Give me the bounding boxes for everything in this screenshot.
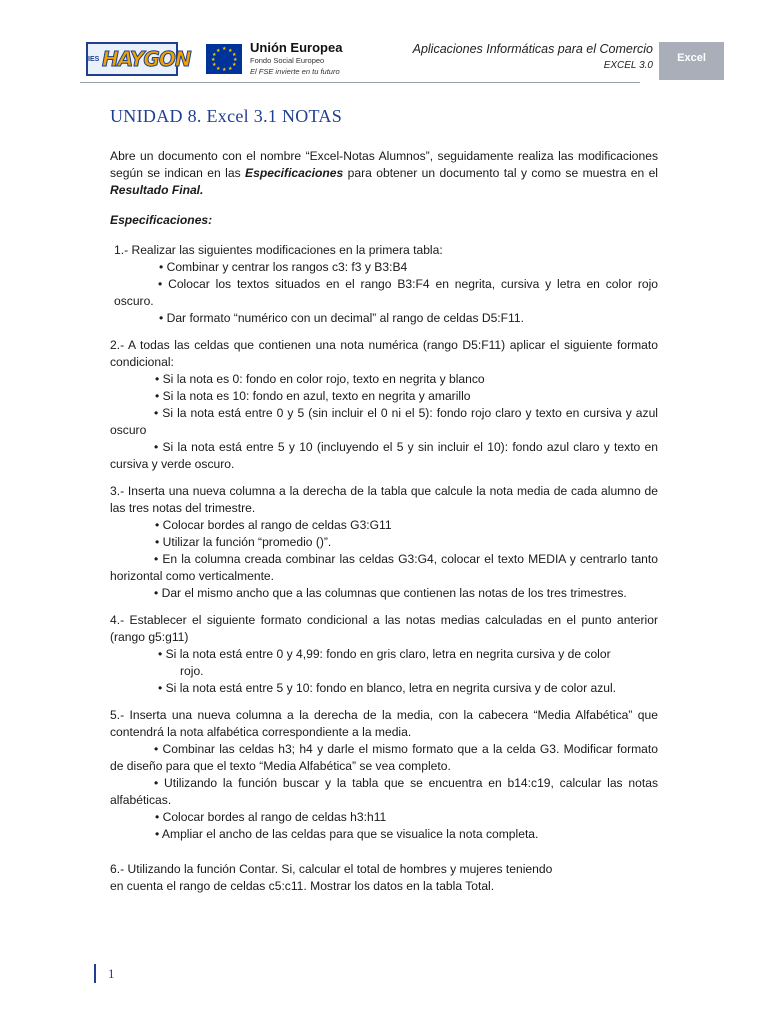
page-number: 1 — [94, 964, 115, 983]
list-item: • En la columna creada combinar las celdas G3:G4, colocar el texto MEDIA y centrarlo tanto horizontal como verticalmente. — [110, 552, 658, 583]
list-item: • Ampliar el ancho de las celdas para que se visualice la nota completa. — [155, 827, 539, 841]
intro-text-2: para obtener un documento tal y como se muestra en el — [343, 166, 658, 180]
logo-ies-text: IES — [88, 55, 100, 63]
section-5 — [110, 707, 658, 843]
eu-flag-icon: ★ ★ ★ ★ ★ ★ ★ ★ ★ ★ ★ ★ — [206, 44, 242, 74]
section-4 — [110, 612, 658, 697]
section-4-heading: 4.- Establecer el siguiente formato condicional a las notas medias calculadas en el punto anterior (rango g5:g11) — [110, 613, 658, 644]
list-item: • Si la nota está entre 0 y 5 (sin incluir el 0 ni el 5): fondo rojo claro y texto en cursiva y azul oscuro — [110, 406, 658, 437]
intro-emphasis-1: Especificaciones — [245, 166, 344, 180]
section-1-heading: 1.- Realizar las siguientes modificaciones en la primera tabla: — [114, 243, 443, 257]
list-item-continuation: rojo. — [180, 664, 204, 678]
list-item: • Si la nota está entre 0 y 4,99: fondo en gris claro, letra en negrita cursiva y de color — [158, 647, 611, 661]
header-divider — [80, 82, 640, 83]
intro-emphasis-2: Resultado Final. — [110, 183, 204, 197]
document-body — [110, 148, 658, 905]
section-2 — [110, 337, 658, 473]
list-item: • Combinar las celdas h3; h4 y darle el mismo formato que a la celda G3. Modificar formato de diseño para que el texto “Media Alfabética” se vea completo. — [110, 742, 658, 773]
section-6-line-1: 6.- Utilizando la función Contar. Si, calcular el total de hombres y mujeres teniendo — [110, 862, 553, 876]
list-item: • Si la nota está entre 5 y 10: fondo en blanco, letra en negrita cursiva y de color azul. — [158, 681, 617, 695]
intro-paragraph — [110, 148, 658, 199]
eu-title: Unión Europea — [250, 40, 343, 55]
section-3-heading: 3.- Inserta una nueva columna a la derecha de la tabla que calcule la nota media de cada alumno de las tres notas del trimestre. — [110, 484, 658, 515]
eu-logo — [206, 42, 384, 76]
list-item: • Si la nota está entre 5 y 10 (incluyendo el 5 y sin incluir el 10): fondo azul claro y texto en cursiva y verde oscuro. — [110, 440, 658, 471]
section-6-line-2: en cuenta el rango de celdas c5:c11. Mostrar los datos en la tabla Total. — [110, 879, 495, 893]
list-item: • Colocar bordes al rango de celdas G3:G11 — [155, 518, 392, 532]
list-item: • Utilizando la función buscar y la tabla que se encuentra en b14:c19, calcular las notas alfabéticas. — [110, 776, 658, 807]
list-item: • Dar formato “numérico con un decimal” al rango de celdas D5:F11. — [159, 311, 524, 325]
list-item: • Si la nota es 0: fondo en color rojo, texto en negrita y blanco — [155, 372, 485, 386]
spec-heading: Especificaciones: — [110, 213, 213, 227]
header-course-info — [413, 42, 653, 71]
intro-text-1: Abre un documento con el nombre “Excel-Notas Alumnos”, seguidamente realiza las modificaciones según se indican en las — [110, 149, 658, 180]
section-tab: Excel — [659, 42, 724, 80]
course-subtitle: EXCEL 3.0 — [603, 60, 653, 71]
list-item: • Combinar y centrar los rangos c3: f3 y B3:B4 — [159, 260, 408, 274]
section-6 — [110, 861, 658, 895]
page-header — [80, 34, 726, 84]
section-5-heading: 5.- Inserta una nueva columna a la derecha de la media, con la cabecera “Media Alfabética” que contendrá la nota alfabética correspondiente a la media. — [110, 708, 658, 739]
eu-motto: El FSE invierte en tu futuro — [250, 67, 340, 76]
list-item: • Dar el mismo ancho que a las columnas que contienen las notas de los tres trimestres. — [154, 586, 627, 600]
unit-title: UNIDAD 8. Excel 3.1 NOTAS — [110, 106, 343, 126]
list-item: • Utilizar la función “promedio ()”. — [155, 535, 332, 549]
section-1 — [110, 242, 658, 327]
section-2-heading: 2.- A todas las celdas que contienen una nota numérica (rango D5:F11) aplicar el siguiente formato condicional: — [110, 338, 658, 369]
course-title: Aplicaciones Informáticas para el Comercio — [412, 42, 653, 56]
haygon-logo — [86, 42, 191, 76]
list-item: • Colocar bordes al rango de celdas h3:h11 — [155, 810, 387, 824]
logo-haygon-text: HAYGON — [102, 47, 191, 71]
list-item: • Si la nota es 10: fondo en azul, texto en negrita y amarillo — [155, 389, 471, 403]
section-3 — [110, 483, 658, 602]
list-item: • Colocar los textos situados en el rango B3:F4 en negrita, cursiva y letra en color rojo oscuro. — [114, 277, 658, 308]
eu-subtitle: Fondo Social Europeo — [250, 56, 325, 65]
